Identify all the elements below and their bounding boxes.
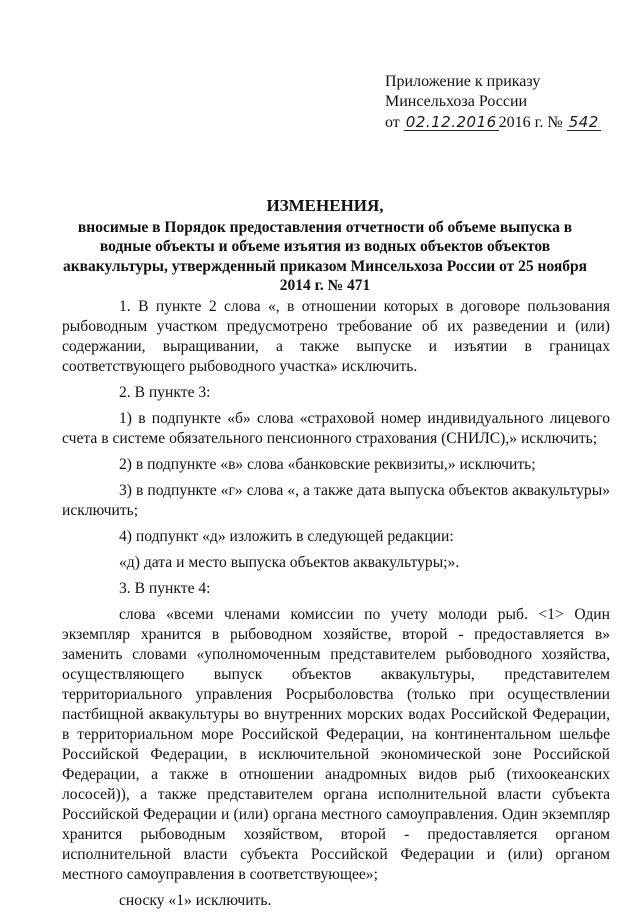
paragraph-8: 3. В пункте 4: (119, 580, 211, 597)
paragraph-3: 1) в подпункте «б» слова «страховой номер индивидуального лицевого счета в системе обязательного пенсионного страхования (СНИЛС),» исключить; (62, 410, 610, 447)
title-subtitle: вносимые в Порядок предоставления отчетности об объеме выпуска в водные объекты и объеме изъятия из водных объектов объектов аквакультуры, утвержденный приказом Минсельхоза России от 25 ноября 2014 г. № 471 (62, 218, 588, 294)
document-header (385, 72, 601, 133)
paragraph-7: «д) дата и место выпуска объектов аквакультуры;». (119, 554, 460, 571)
paragraph-1: 1. В пункте 2 слова «, в отношении которых в договоре пользования рыбоводным участком предусмотрено требование об их разведении и (или) содержании, выращивании, а также выпуске и изъятии в границах соответствующего рыбоводного участка» исключить. (62, 298, 610, 375)
date-prefix: от (385, 114, 400, 131)
document-title (55, 196, 595, 296)
header-line-ministry: Минсельхоза России (385, 93, 528, 110)
title-heading: ИЗМЕНЕНИЯ, (266, 196, 384, 215)
paragraph-6: 4) подпункт «д» изложить в следующей редакции: (119, 528, 454, 545)
header-line-date (385, 112, 601, 133)
document-body (62, 297, 610, 917)
header-line-appendix: Приложение к приказу (385, 73, 541, 90)
paragraph-2: 2. В пункте 3: (119, 384, 211, 401)
handwritten-order-number: 542 (568, 113, 599, 131)
paragraph-5: 3) в подпункте «г» слова «, а также дата выпуска объектов аквакультуры» исключить; (62, 482, 610, 519)
handwritten-date: 02.12.2016 (405, 113, 497, 131)
paragraph-10: сноску «1» исключить. (119, 892, 272, 909)
paragraph-4: 2) в подпункте «в» слова «банковские реквизиты,» исключить; (119, 456, 536, 473)
paragraph-9: слова «всеми членами комиссии по учету молоди рыб. <1> Один экземпляр хранится в рыбоводном хозяйстве, второй - предоставляется в» заменить словами «уполномоченным представителем рыбоводного хозяйства, осуществляющего выпуск объектов аквакультуры, представителем территориального управления Росрыболовства (только при осуществлении пастбищной аквакультуры во внутренних морских водах Российской Федерации, в территориальном море Российской Федерации, на континентальном шельфе Российской Федерации, в исключительной экономической зоне Российской Федерации, а также в отношении анадромных видов рыб (тихоокеанских лососей)), а также представителем органа исполнительной власти субъекта Российской Федерации и (или) органа местного самоуправления. Один экземпляр хранится рыбоводным хозяйством, второй - предоставляется органом исполнительной власти субъекта Российской Федерации и (или) органом местного самоуправления в соответствующее»; (62, 606, 610, 883)
date-year-suffix: 2016 г. № (498, 114, 563, 131)
